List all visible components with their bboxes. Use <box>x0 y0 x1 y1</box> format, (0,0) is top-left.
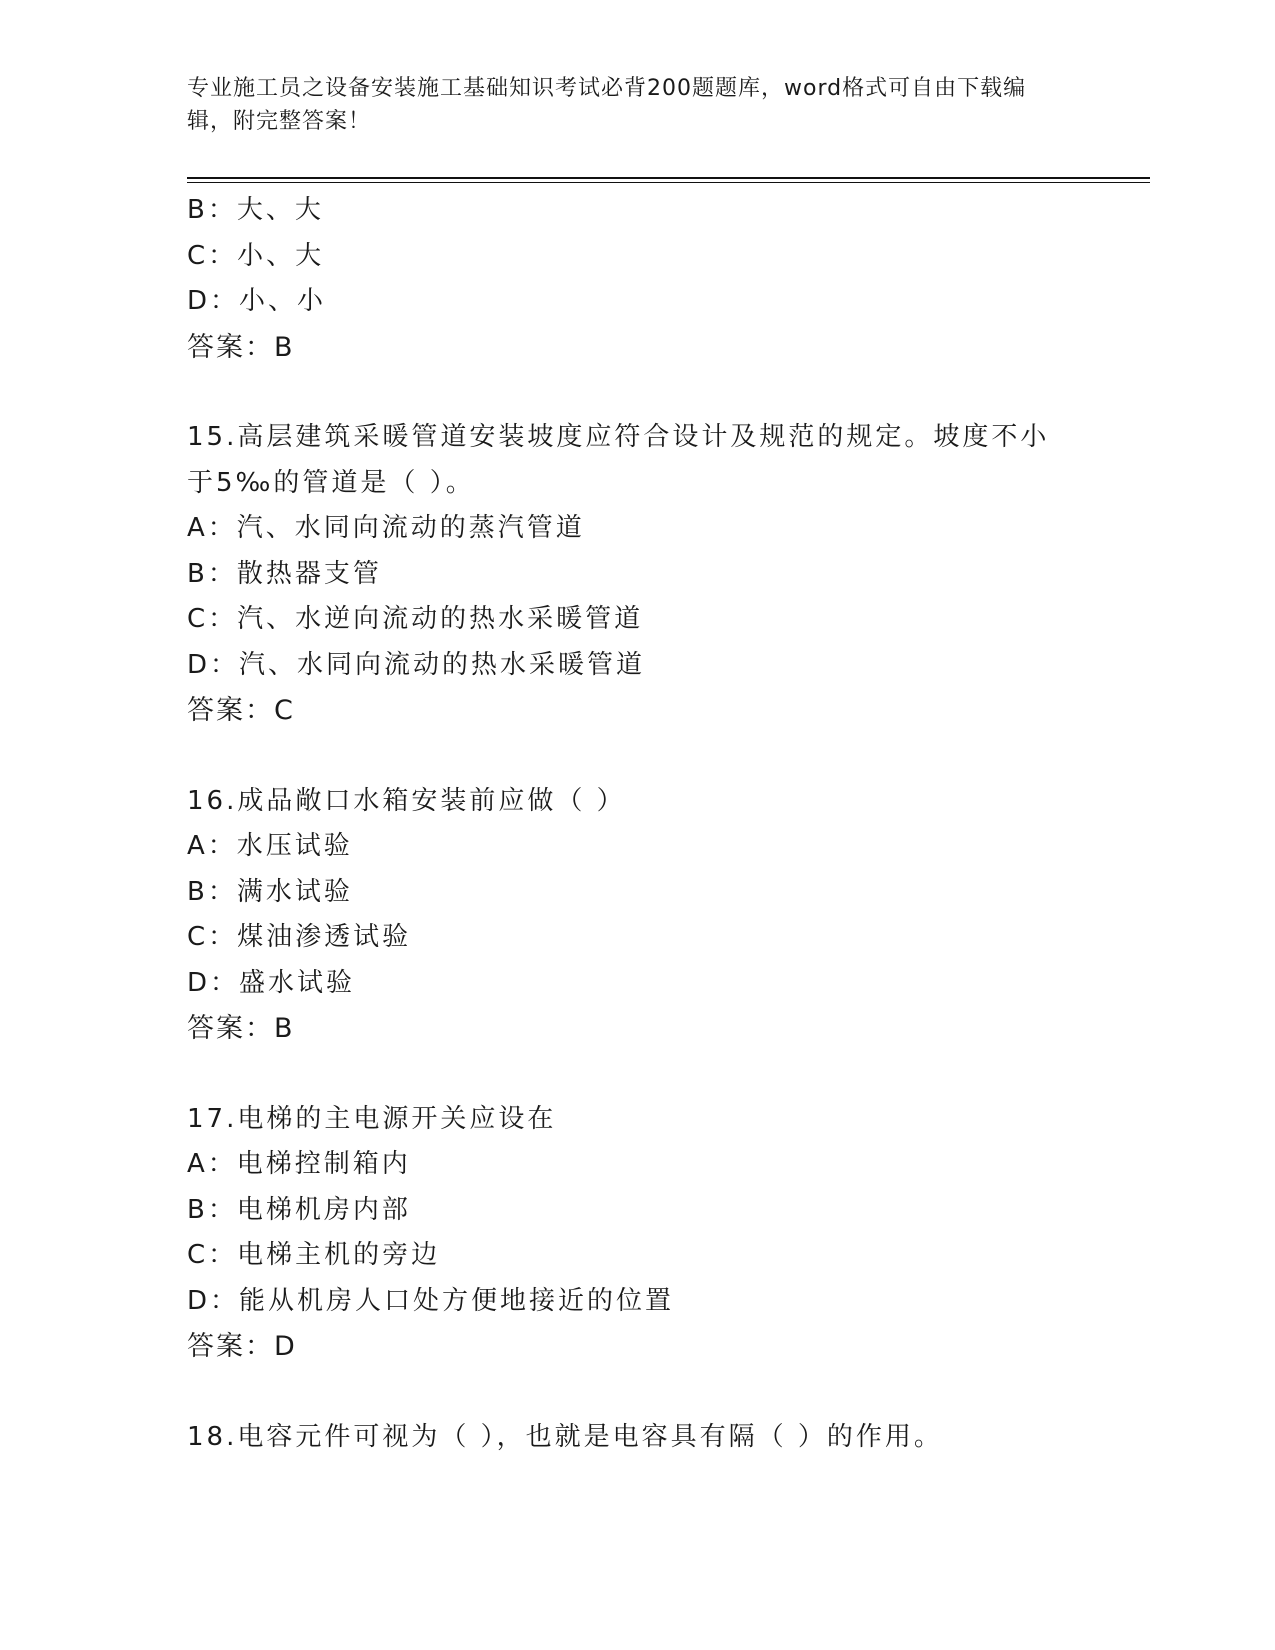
answer-line: 答案：C <box>187 695 295 726</box>
option-d: D：小、小 <box>187 286 327 316</box>
header-rule-thick <box>187 177 1150 179</box>
option-a: A：汽、水同向流动的蒸汽管道 <box>187 513 585 543</box>
answer-line: 答案：B <box>187 331 295 363</box>
option-c: C：煤油渗透试验 <box>187 922 412 952</box>
header-rule-thin <box>187 182 1150 183</box>
option-d: D：盛水试验 <box>187 967 356 998</box>
question-stem: 15.高层建筑采暖管道安装坡度应符合设计及规范的规定。坡度不小于5‰的管道是（ ）。 <box>187 422 1050 498</box>
option-d: D：汽、水同向流动的热水采暖管道 <box>187 649 646 680</box>
question-15 <box>187 415 1087 734</box>
option-a: A：水压试验 <box>187 831 353 861</box>
question-16 <box>187 779 1087 1052</box>
option-b: B：电梯机房内部 <box>187 1194 411 1225</box>
carryover-question <box>187 188 1087 370</box>
question-17 <box>187 1097 1087 1370</box>
option-c: C：电梯主机的旁边 <box>187 1240 441 1270</box>
question-stem: 17.电梯的主电源开关应设在 <box>187 1103 557 1134</box>
option-b: B：散热器支管 <box>187 558 382 589</box>
question-stem: 16.成品敞口水箱安装前应做（ ） <box>187 785 626 816</box>
option-c: C：小、大 <box>187 240 325 271</box>
option-b: B：满水试验 <box>187 876 353 907</box>
question-18 <box>187 1415 1087 1461</box>
page-header: 专业施工员之设备安装施工基础知识考试必背200题题库，word格式可自由下载编辑，附完整答案！ <box>187 76 1027 134</box>
option-c: C：汽、水逆向流动的热水采暖管道 <box>187 604 644 634</box>
option-b: B：大、大 <box>187 195 324 225</box>
answer-line: 答案：B <box>187 1013 295 1044</box>
document-body <box>187 188 1087 1460</box>
answer-line: 答案：D <box>187 1331 297 1362</box>
option-d: D：能从机房人口处方便地接近的位置 <box>187 1285 675 1316</box>
option-a: A：电梯控制箱内 <box>187 1149 411 1179</box>
question-stem: 18.电容元件可视为（ ），也就是电容具有隔（ ）的作用。 <box>187 1421 943 1452</box>
